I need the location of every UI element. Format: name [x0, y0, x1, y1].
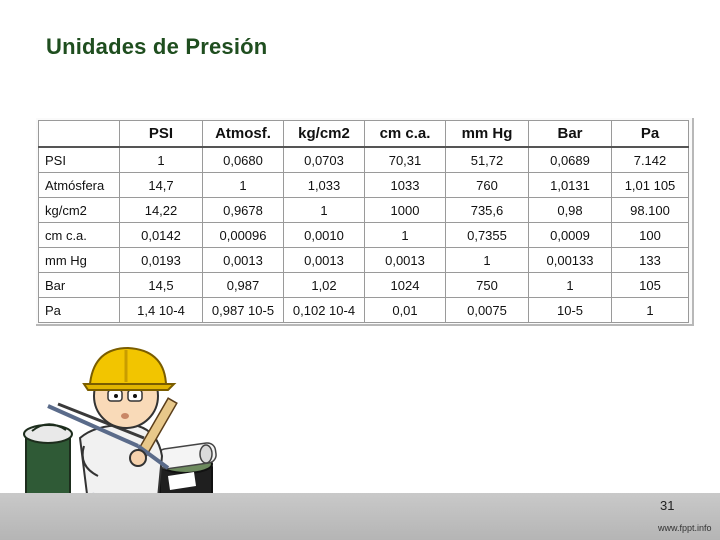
table-row — [39, 248, 689, 273]
header-kgcm2 — [284, 121, 365, 148]
table-cell: 0,0013 — [203, 248, 284, 273]
table-cell: 0,0010 — [284, 223, 365, 248]
row-label: mm Hg — [39, 248, 120, 273]
table-cell: 1,0131 — [529, 173, 612, 198]
table-cell: 0,98 — [529, 198, 612, 223]
header-cmca: cm c.a. — [365, 121, 446, 148]
table-cell: 133 — [612, 248, 689, 273]
row-label: kg/cm2 — [39, 198, 120, 223]
table-cell: 7.142 — [612, 147, 689, 173]
header-atmosf: Atmosf. — [203, 121, 284, 148]
row-label: PSI — [39, 147, 120, 173]
table-cell: 1 — [284, 198, 365, 223]
table-cell: 1,01 105 — [612, 173, 689, 198]
table-cell: 1 — [612, 298, 689, 323]
row-label: Pa — [39, 298, 120, 323]
table-cell: 760 — [446, 173, 529, 198]
table-cell: 0,0013 — [365, 248, 446, 273]
table-row — [39, 198, 689, 223]
table-row — [39, 173, 689, 198]
slide-title: Unidades de Presión — [46, 34, 268, 59]
table-row — [39, 273, 689, 298]
table-cell: 0,00133 — [529, 248, 612, 273]
table-cell: 750 — [446, 273, 529, 298]
table-header-row — [39, 121, 689, 148]
table-cell: 0,0009 — [529, 223, 612, 248]
header-bar: Bar — [529, 121, 612, 148]
table-cell: 1 — [120, 147, 203, 173]
table-cell: 0,01 — [365, 298, 446, 323]
table-cell: 98.100 — [612, 198, 689, 223]
header-kgcm2-label: kg/cm2 — [298, 125, 350, 142]
table-cell: 0,0680 — [203, 147, 284, 173]
table-cell: 0,0193 — [120, 248, 203, 273]
footer-brand: www.fppt.info — [658, 523, 712, 533]
table-cell: 0,987 — [203, 273, 284, 298]
table-cell: 100 — [612, 223, 689, 248]
table-cell: 1 — [365, 223, 446, 248]
table-cell: 0,9678 — [203, 198, 284, 223]
table-cell: 70,31 — [365, 147, 446, 173]
table-cell: 14,5 — [120, 273, 203, 298]
table-cell: 1000 — [365, 198, 446, 223]
row-label: Bar — [39, 273, 120, 298]
pressure-units-table — [38, 120, 689, 323]
table-cell: 0,0013 — [284, 248, 365, 273]
table-cell: 51,72 — [446, 147, 529, 173]
table-row — [39, 298, 689, 323]
header-corner — [39, 121, 120, 148]
table-cell: 0,0142 — [120, 223, 203, 248]
table-cell: 1 — [446, 248, 529, 273]
table-cell: 0,0703 — [284, 147, 365, 173]
table-cell: 10-5 — [529, 298, 612, 323]
table-cell: 1,4 10-4 — [120, 298, 203, 323]
header-mmhg: mm Hg — [446, 121, 529, 148]
table-cell: 1,02 — [284, 273, 365, 298]
table-cell: 1 — [203, 173, 284, 198]
table-cell: 1,033 — [284, 173, 365, 198]
footer-band — [0, 493, 720, 540]
header-pa: Pa — [612, 121, 689, 148]
table-cell: 1033 — [365, 173, 446, 198]
table-cell: 0,987 10-5 — [203, 298, 284, 323]
table-cell: 14,22 — [120, 198, 203, 223]
header-psi: PSI — [120, 121, 203, 148]
table-cell: 0,00096 — [203, 223, 284, 248]
table-cell: 1 — [529, 273, 612, 298]
table-cell: 14,7 — [120, 173, 203, 198]
table-cell: 735,6 — [446, 198, 529, 223]
row-label: cm c.a. — [39, 223, 120, 248]
table-row — [39, 147, 689, 173]
table-cell: 0,7355 — [446, 223, 529, 248]
table-cell: 1024 — [365, 273, 446, 298]
row-label: Atmósfera — [39, 173, 120, 198]
table-cell: 0,0689 — [529, 147, 612, 173]
table-cell: 105 — [612, 273, 689, 298]
page-number: 31 — [660, 498, 675, 513]
table-row — [39, 223, 689, 248]
table-cell: 0,102 10-4 — [284, 298, 365, 323]
table-cell: 0,0075 — [446, 298, 529, 323]
